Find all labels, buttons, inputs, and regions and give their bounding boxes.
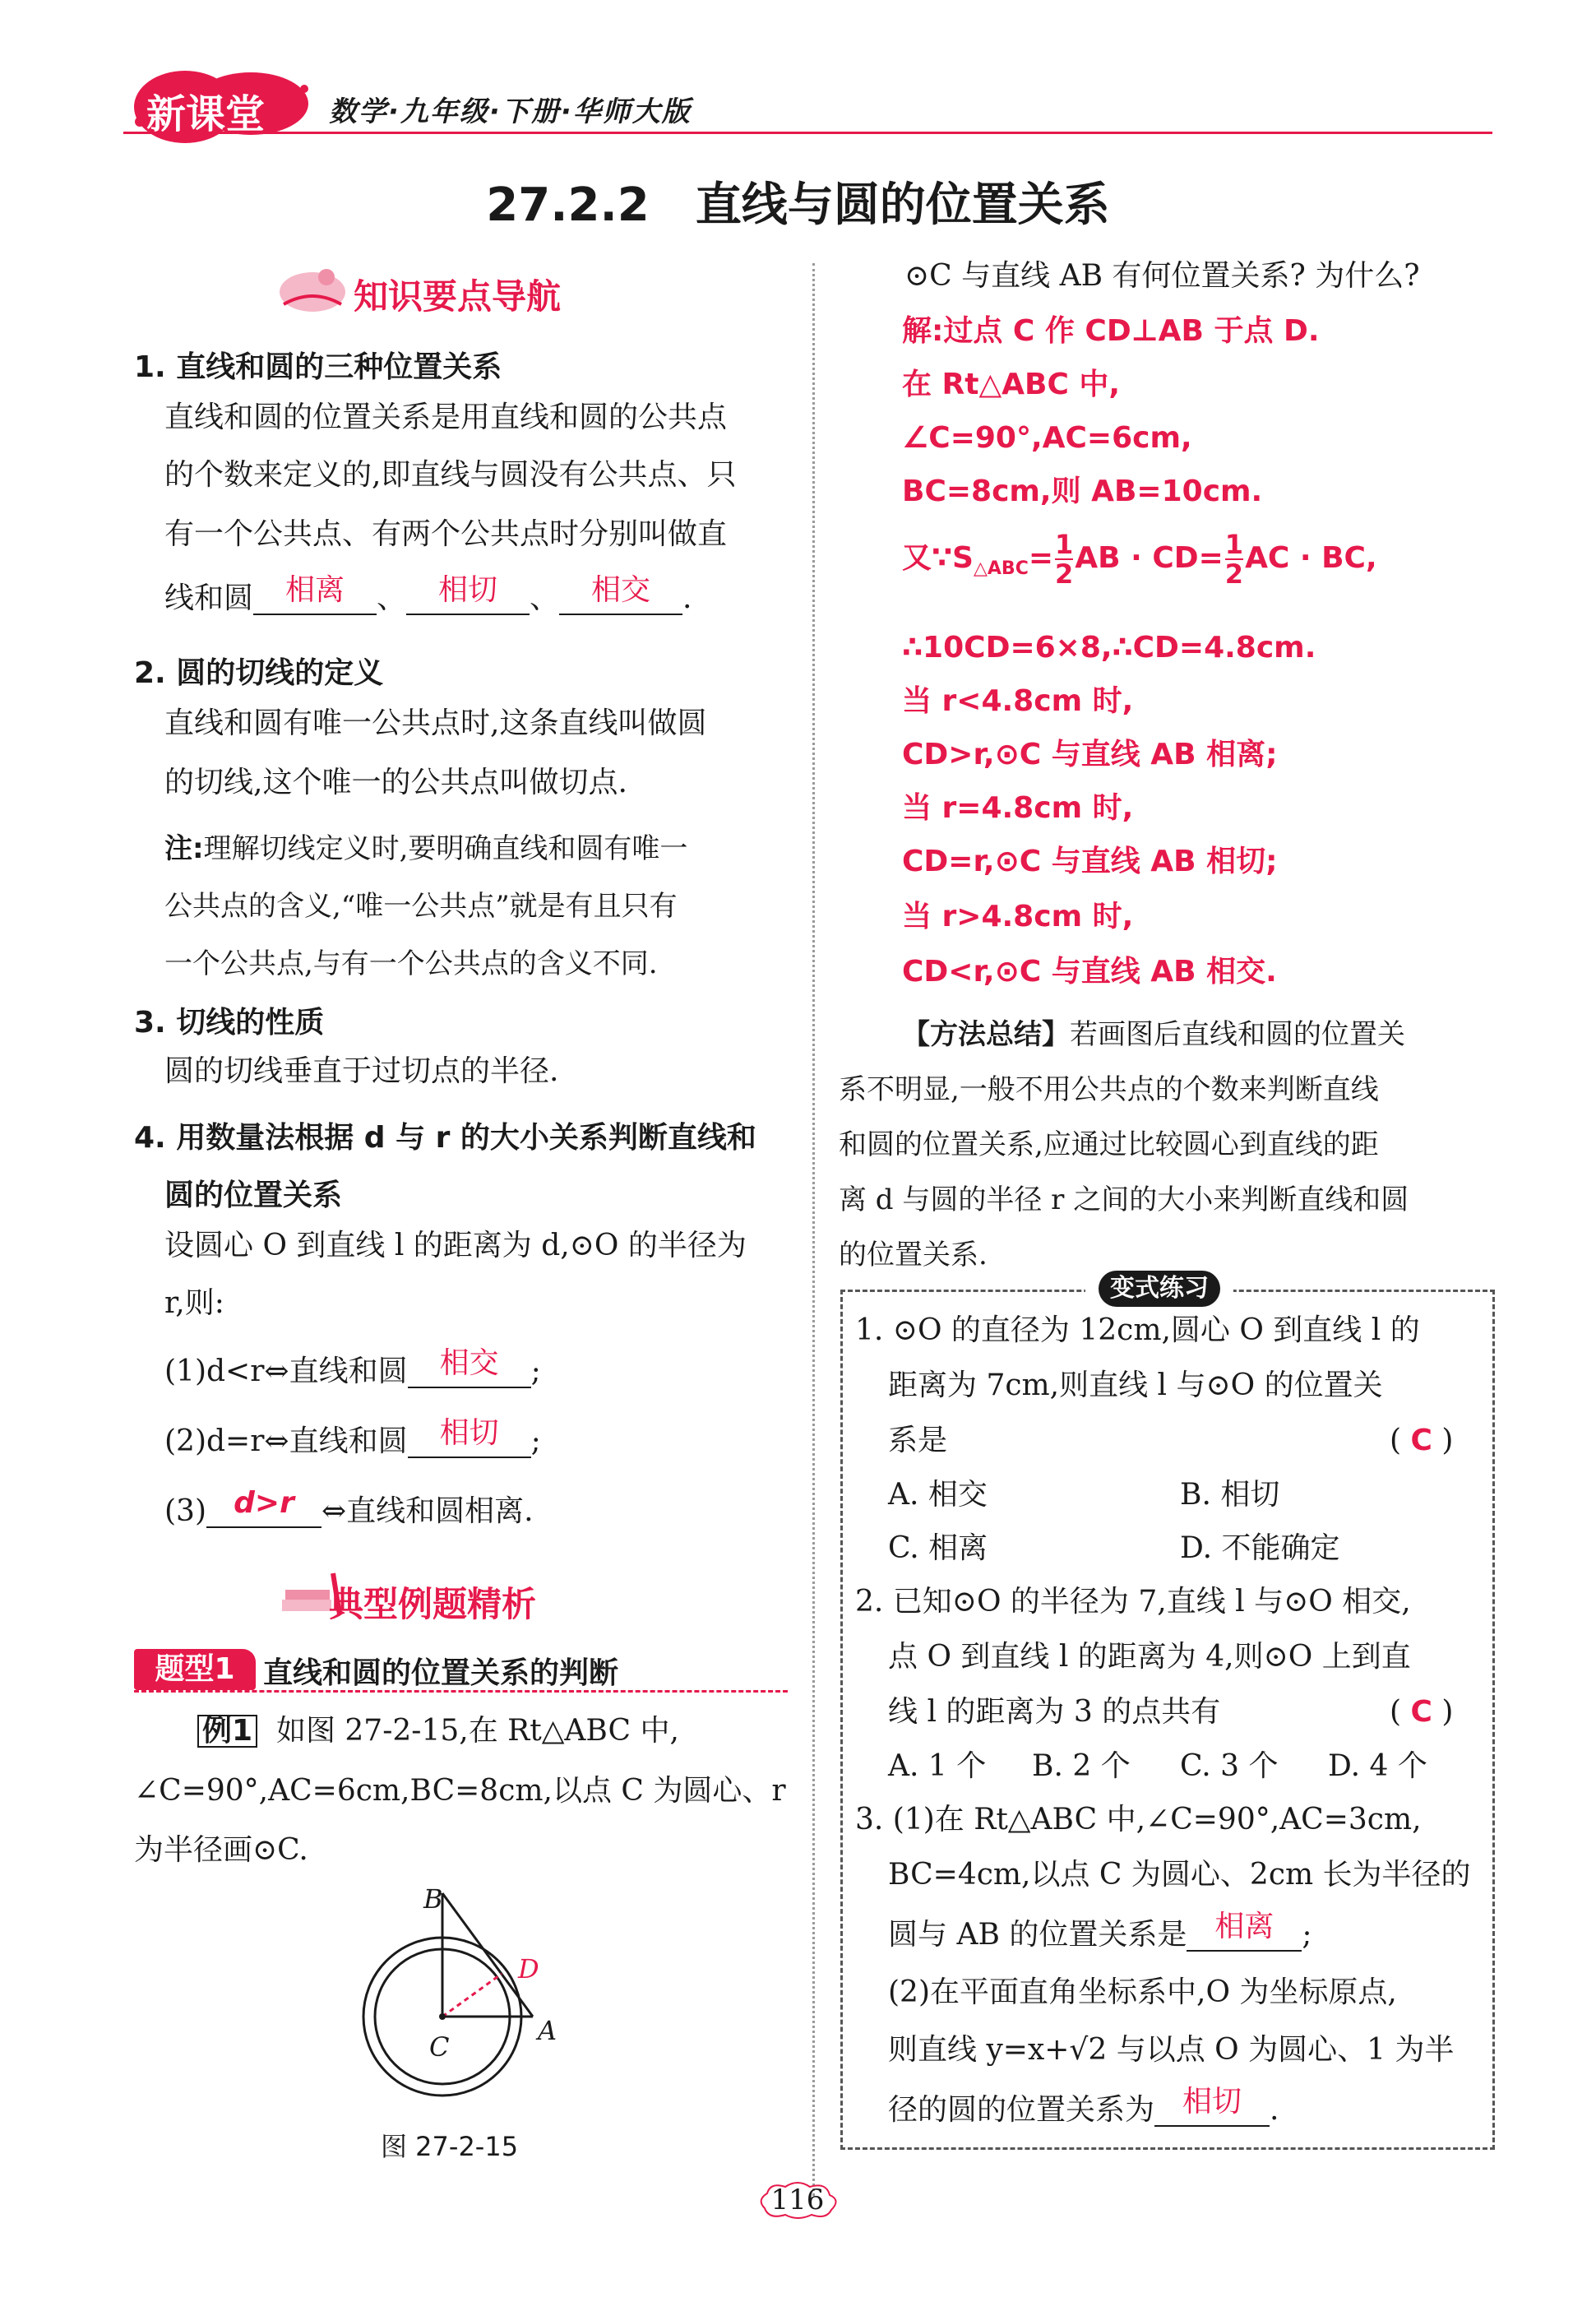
book-icon bbox=[275, 259, 349, 317]
example-line: ∠C=90°,AC=6cm,BC=8cm,以点 C 为圆心、r bbox=[134, 1774, 786, 1808]
knowledge-heading-3: 3. 切线的性质 bbox=[134, 1006, 325, 1040]
knowledge-heading-2: 2. 圆的切线的定义 bbox=[134, 656, 384, 690]
q1-option-c: C. 相离 bbox=[888, 1531, 988, 1565]
page-number: 116 bbox=[770, 2184, 825, 2216]
answer-blank: 相切 bbox=[406, 584, 530, 615]
examples-banner: 典型例题精析 bbox=[329, 1584, 537, 1624]
q3-fill-a: 圆与 AB 的位置关系是 相离 ; bbox=[888, 1910, 1312, 1952]
q3-line: BC=4cm,以点 C 为圆心、2cm 长为半径的 bbox=[888, 1858, 1471, 1892]
page-title: 27.2.2 直线与圆的位置关系 bbox=[486, 178, 1110, 232]
answer-blank: 相离 bbox=[253, 584, 377, 615]
figure-label-b: B bbox=[423, 1883, 443, 1915]
answer-blank: 相交 bbox=[559, 584, 682, 615]
solution-line: 当 r<4.8cm 时, bbox=[902, 684, 1134, 718]
answer-blank: 相切 bbox=[1154, 2096, 1270, 2127]
figure-27-2-15 bbox=[354, 1883, 584, 2097]
knowledge-text: 直线和圆有唯一公共点时,这条直线叫做圆 bbox=[164, 706, 707, 740]
solution-line: ∠C=90°,AC=6cm, bbox=[902, 421, 1192, 455]
example-badge: 例1 bbox=[197, 1715, 257, 1748]
q2-option-a: A. 1 个 bbox=[888, 1749, 987, 1783]
method-line: 【方法总结】若画图后直线和圆的位置关 bbox=[902, 1018, 1405, 1051]
type-title: 直线和圆的位置关系的判断 bbox=[263, 1656, 619, 1690]
q2-option-b: B. 2 个 bbox=[1032, 1749, 1131, 1783]
example-line: 例1 如图 27-2-15,在 Rt△ABC 中, bbox=[197, 1715, 679, 1748]
knowledge-banner: 知识要点导航 bbox=[354, 276, 562, 317]
condition-1: (1)d<r⇔直线和圆 相交 ; bbox=[164, 1346, 541, 1388]
answer-blank: 相交 bbox=[408, 1357, 531, 1388]
knowledge-text: 有一个公共点、有两个公共点时分别叫做直 bbox=[164, 517, 728, 551]
solution-line: 当 r=4.8cm 时, bbox=[902, 791, 1134, 825]
knowledge-text: 设圆心 O 到直线 l 的距离为 d,⊙O 的半径为 bbox=[164, 1229, 747, 1262]
knowledge-text: 的个数来定义的,即直线与圆没有公共点、只 bbox=[164, 458, 737, 492]
logo-text: 新课堂 bbox=[146, 91, 266, 137]
knowledge-text: r,则: bbox=[164, 1286, 224, 1320]
area-formula: 又$\because S_{\triangle ABC}=$ $\frac{1}{2}$ AB · CD= $\frac{1}{2}$ AC · BC, bbox=[902, 529, 1377, 590]
solution-line: 当 r>4.8cm 时, bbox=[902, 900, 1134, 933]
figure-label-a: A bbox=[538, 2015, 557, 2046]
knowledge-text: 直线和圆的位置关系是用直线和圆的公共点 bbox=[164, 401, 728, 434]
answer-blank: d>r bbox=[206, 1497, 322, 1528]
q2-option-d: D. 4 个 bbox=[1328, 1749, 1427, 1783]
solution-line: 在 Rt△ABC 中, bbox=[902, 368, 1121, 401]
fraction: $\frac{1}{2}$ bbox=[1055, 529, 1074, 590]
solution-line: 解:过点 C 作 CD⊥AB 于点 D. bbox=[902, 314, 1320, 348]
q1-line: 距离为 7cm,则直线 l 与⊙O 的位置关 bbox=[888, 1369, 1383, 1402]
solution-line: CD=r,⊙C 与直线 AB 相切; bbox=[902, 845, 1278, 878]
example-continued: ⊙C 与直线 AB 有何位置关系? 为什么? bbox=[904, 259, 1420, 293]
q1-line: 1. ⊙O 的直径为 12cm,圆心 O 到直线 l 的 bbox=[855, 1313, 1420, 1347]
fraction: $\frac{1}{2}$ bbox=[1224, 529, 1244, 590]
q1-option-a: A. 相交 bbox=[888, 1478, 988, 1512]
solution-line: BC=8cm,则 AB=10cm. bbox=[902, 475, 1263, 508]
condition-2: (2)d=r⇔直线和圆 相切 ; bbox=[164, 1416, 541, 1458]
q1-option-d: D. 不能确定 bbox=[1180, 1531, 1340, 1565]
q2-line: 线 l 的距离为 3 的点共有 bbox=[888, 1695, 1221, 1729]
figure-label-c: C bbox=[429, 2031, 450, 2063]
solution-line: CD<r,⊙C 与直线 AB 相交. bbox=[902, 955, 1277, 989]
type-rule bbox=[134, 1690, 788, 1693]
q3-fill-b: 径的圆的位置关系为 相切 . bbox=[888, 2085, 1279, 2127]
example-line: 为半径画⊙C. bbox=[134, 1833, 308, 1867]
knowledge-heading-1: 1. 直线和圆的三种位置关系 bbox=[134, 350, 502, 384]
column-divider bbox=[812, 263, 815, 2196]
q1-option-b: B. 相切 bbox=[1180, 1478, 1280, 1512]
knowledge-text: 圆的切线垂直于过切点的半径. bbox=[164, 1054, 559, 1088]
q2-line: 2. 已知⊙O 的半径为 7,直线 l 与⊙O 相交, bbox=[855, 1585, 1411, 1619]
q3-line: (2)在平面直角坐标系中,O 为坐标原点, bbox=[888, 1975, 1397, 2009]
method-line: 和圆的位置关系,应通过比较圆心到直线的距 bbox=[839, 1128, 1379, 1161]
q3-line: 3. (1)在 Rt△ABC 中,∠C=90°,AC=3cm, bbox=[855, 1803, 1422, 1836]
method-line: 的位置关系. bbox=[839, 1239, 988, 1271]
figure-label-d: D bbox=[518, 1953, 539, 1984]
knowledge-text: 的切线,这个唯一的公共点叫做切点. bbox=[164, 766, 627, 799]
q3-line: 则直线 y=x+√2 与以点 O 为圆心、1 为半 bbox=[888, 2033, 1455, 2067]
method-line: 离 d 与圆的半径 r 之间的大小来判断直线和圆 bbox=[839, 1183, 1409, 1216]
note-line: 一个公共点,与有一个公共点的含义不同. bbox=[164, 947, 658, 980]
solution-line: CD>r,⊙C 与直线 AB 相离; bbox=[902, 738, 1278, 771]
knowledge-heading-4b: 圆的位置关系 bbox=[164, 1179, 343, 1212]
type-badge: 题型1 bbox=[134, 1649, 256, 1690]
q1-line: 系是 bbox=[888, 1424, 948, 1457]
knowledge-heading-4: 4. 用数量法根据 d 与 r 的大小关系判断直线和 bbox=[134, 1121, 756, 1155]
knowledge-fill-line: 线和圆 相离 、 相切 、 相交 . bbox=[164, 573, 692, 615]
series-label: 数学·九年级·下册·华师大版 bbox=[329, 95, 692, 128]
answer-blank: 相切 bbox=[408, 1427, 531, 1458]
q2-answer: ( C ) bbox=[1390, 1695, 1454, 1729]
solution-line: ∴10CD=6×8,∴CD=4.8cm. bbox=[902, 631, 1316, 665]
note-line: 公共点的含义,“唯一公共点”就是有且只有 bbox=[164, 890, 678, 923]
answer-blank: 相离 bbox=[1187, 1920, 1302, 1952]
q1-answer: ( C ) bbox=[1390, 1424, 1454, 1457]
header-rule bbox=[123, 132, 1492, 134]
figure-caption: 图 27-2-15 bbox=[381, 2131, 519, 2162]
condition-3: (3) d>r ⇔直线和圆相离. bbox=[164, 1486, 534, 1528]
method-line: 系不明显,一般不用公共点的个数来判断直线 bbox=[839, 1073, 1379, 1106]
q2-line: 点 O 到直线 l 的距离为 4,则⊙O 上到直 bbox=[888, 1640, 1411, 1674]
practice-badge: 变式练习 bbox=[1085, 1271, 1233, 1307]
q2-option-c: C. 3 个 bbox=[1180, 1749, 1279, 1783]
note-line: 注:理解切线定义时,要明确直线和圆有唯一 bbox=[164, 832, 688, 865]
